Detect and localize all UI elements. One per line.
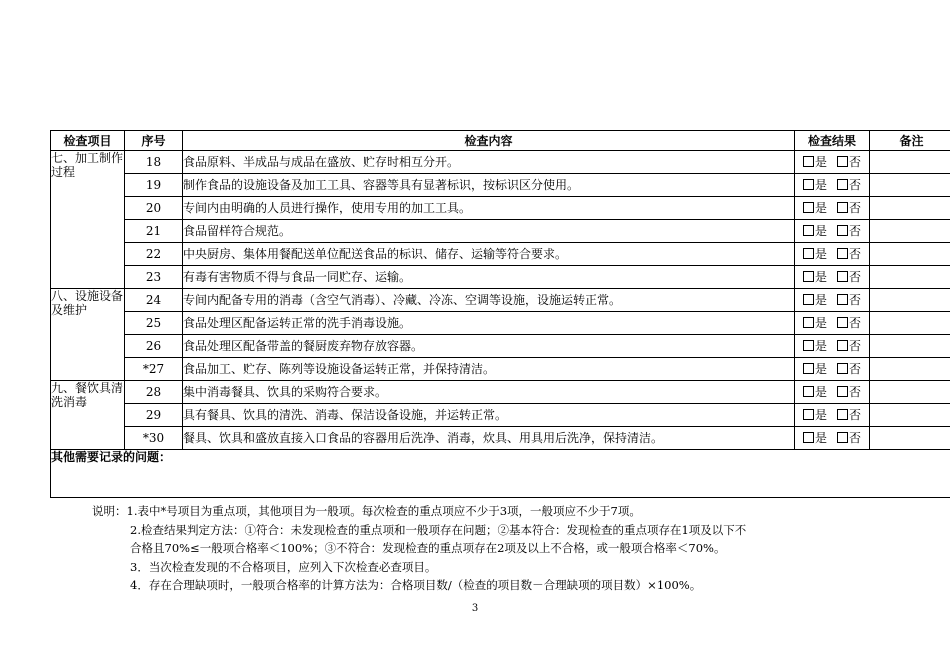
checkbox-icon[interactable] [837, 179, 848, 190]
table-row [51, 197, 950, 220]
checkbox-icon[interactable] [803, 363, 814, 374]
table-body [51, 151, 950, 498]
result-cell [795, 197, 870, 220]
header-category: 检查项目 [51, 131, 125, 151]
result-no-option[interactable] [837, 155, 861, 169]
result-no-option[interactable] [837, 385, 861, 399]
result-cell [795, 335, 870, 358]
checkbox-icon[interactable] [803, 225, 814, 236]
table-row [51, 243, 950, 266]
result-yes-option[interactable] [803, 293, 827, 307]
item-number: 18 [125, 151, 183, 174]
checkbox-icon[interactable] [803, 202, 814, 213]
result-cell [795, 381, 870, 404]
checkbox-icon[interactable] [803, 156, 814, 167]
remarks-cell[interactable] [870, 312, 950, 335]
checkbox-icon[interactable] [837, 156, 848, 167]
result-yes-label: 是 [814, 339, 827, 353]
result-no-label: 否 [849, 178, 862, 192]
item-number: 23 [125, 266, 183, 289]
table-row [51, 312, 950, 335]
result-cell [795, 266, 870, 289]
result-no-label: 否 [849, 339, 862, 353]
result-no-label: 否 [849, 316, 862, 330]
remarks-cell[interactable] [870, 427, 950, 450]
item-number: *27 [125, 358, 183, 381]
remarks-cell[interactable] [870, 358, 950, 381]
result-no-label: 否 [849, 293, 862, 307]
header-content: 检查内容 [183, 131, 795, 151]
header-result: 检查结果 [795, 131, 870, 151]
result-no-option[interactable] [837, 408, 861, 422]
remarks-cell[interactable] [870, 197, 950, 220]
table-row [51, 289, 950, 312]
result-yes-option[interactable] [803, 385, 827, 399]
result-yes-label: 是 [814, 293, 827, 307]
result-no-option[interactable] [837, 362, 861, 376]
item-content: 食品原料、半成品与成品在盛放、贮存时相互分开。 [183, 151, 795, 174]
table-row [51, 174, 950, 197]
category-cell: 九、餐饮具清洗消毒 [51, 381, 125, 450]
remarks-cell[interactable] [870, 220, 950, 243]
checkbox-icon[interactable] [837, 409, 848, 420]
note-line: 合格且70%≤一般项合格率＜100%；③不符合：发现检查的重点项存在2项及以上不合格，或一般项合格率＜70%。 [130, 541, 726, 556]
checkbox-icon[interactable] [837, 340, 848, 351]
item-number: 19 [125, 174, 183, 197]
result-yes-label: 是 [814, 155, 827, 169]
item-number: 29 [125, 404, 183, 427]
remarks-cell[interactable] [870, 243, 950, 266]
checkbox-icon[interactable] [837, 317, 848, 328]
note-line: 2.检查结果判定方法：①符合：未发现检查的重点项和一般项存在问题；②基本符合：发现检查的重点项存在1项及以下不 [130, 522, 747, 537]
table-row [51, 427, 950, 450]
result-cell [795, 220, 870, 243]
result-yes-label: 是 [814, 247, 827, 261]
remarks-cell[interactable] [870, 174, 950, 197]
item-content: 集中消毒餐具、饮具的采购符合要求。 [183, 381, 795, 404]
result-yes-label: 是 [814, 408, 827, 422]
other-issues-label: 其他需要记录的问题： [51, 450, 950, 498]
result-yes-label: 是 [814, 385, 827, 399]
result-no-label: 否 [849, 270, 862, 284]
other-issues-row [51, 450, 950, 498]
checkbox-icon[interactable] [803, 386, 814, 397]
note-line: 4．存在合理缺项时，一般项合格率的计算方法为：合格项目数/（检查的项目数－合理缺项的项目数）×100%。 [130, 578, 702, 593]
result-no-option[interactable] [837, 431, 861, 445]
result-no-option[interactable] [837, 270, 861, 284]
item-number: 20 [125, 197, 183, 220]
checkbox-icon[interactable] [803, 271, 814, 282]
remarks-cell[interactable] [870, 404, 950, 427]
remarks-cell[interactable] [870, 335, 950, 358]
result-no-option[interactable] [837, 293, 861, 307]
result-no-option[interactable] [837, 316, 861, 330]
note-line: 3．当次检查发现的不合格项目，应列入下次检查必查项目。 [130, 559, 437, 574]
result-cell [795, 174, 870, 197]
item-number: 24 [125, 289, 183, 312]
item-number: 21 [125, 220, 183, 243]
item-content: 有毒有害物质不得与食品一同贮存、运输。 [183, 266, 795, 289]
item-number: 28 [125, 381, 183, 404]
item-content: 专间内配备专用的消毒（含空气消毒）、冷藏、冷冻、空调等设施，设施运转正常。 [183, 289, 795, 312]
checkbox-icon[interactable] [803, 432, 814, 443]
result-yes-option[interactable] [803, 408, 827, 422]
checkbox-icon[interactable] [803, 317, 814, 328]
result-cell [795, 427, 870, 450]
result-no-label: 否 [849, 408, 862, 422]
checkbox-icon[interactable] [837, 225, 848, 236]
inspection-table [50, 130, 950, 498]
item-content: 中央厨房、集体用餐配送单位配送食品的标识、储存、运输等符合要求。 [183, 243, 795, 266]
result-yes-option[interactable] [803, 247, 827, 261]
result-no-label: 否 [849, 247, 862, 261]
table-row [51, 151, 950, 174]
table-row [51, 404, 950, 427]
item-content: 食品加工、贮存、陈列等设施设备运转正常，并保持清洁。 [183, 358, 795, 381]
item-number: 26 [125, 335, 183, 358]
checkbox-icon[interactable] [837, 271, 848, 282]
result-yes-option[interactable] [803, 339, 827, 353]
result-cell [795, 243, 870, 266]
item-content: 专间内由明确的人员进行操作，使用专用的加工工具。 [183, 197, 795, 220]
result-no-option[interactable] [837, 339, 861, 353]
result-yes-label: 是 [814, 178, 827, 192]
result-no-label: 否 [849, 201, 862, 215]
table-header-row [51, 131, 950, 151]
result-yes-option[interactable] [803, 178, 827, 192]
result-yes-option[interactable] [803, 270, 827, 284]
result-yes-label: 是 [814, 224, 827, 238]
result-no-label: 否 [849, 155, 862, 169]
result-yes-option[interactable] [803, 316, 827, 330]
remarks-cell[interactable] [870, 151, 950, 174]
table-row [51, 358, 950, 381]
result-cell [795, 151, 870, 174]
checkbox-icon[interactable] [803, 248, 814, 259]
result-yes-label: 是 [814, 316, 827, 330]
result-no-label: 否 [849, 362, 862, 376]
remarks-cell[interactable] [870, 289, 950, 312]
result-yes-option[interactable] [803, 155, 827, 169]
page-number: 3 [471, 603, 479, 614]
result-yes-option[interactable] [803, 224, 827, 238]
result-no-label: 否 [849, 224, 862, 238]
result-yes-label: 是 [814, 362, 827, 376]
item-content: 制作食品的设施设备及加工工具、容器等具有显著标识，按标识区分使用。 [183, 174, 795, 197]
table-row [51, 220, 950, 243]
result-yes-label: 是 [814, 431, 827, 445]
item-content: 食品处理区配备运转正常的洗手消毒设施。 [183, 312, 795, 335]
result-yes-option[interactable] [803, 362, 827, 376]
result-cell [795, 312, 870, 335]
result-no-option[interactable] [837, 224, 861, 238]
header-remarks: 备注 [870, 131, 950, 151]
result-cell [795, 404, 870, 427]
result-no-label: 否 [849, 431, 862, 445]
item-number: 22 [125, 243, 183, 266]
category-cell: 八、设施设备及维护 [51, 289, 125, 381]
remarks-cell[interactable] [870, 266, 950, 289]
table-row [51, 266, 950, 289]
checkbox-icon[interactable] [803, 294, 814, 305]
item-content: 食品处理区配备带盖的餐厨废弃物存放容器。 [183, 335, 795, 358]
item-content: 餐具、饮具和盛放直接入口食品的容器用后洗净、消毒，炊具、用具用后洗净，保持清洁。 [183, 427, 795, 450]
result-cell [795, 289, 870, 312]
checkbox-icon[interactable] [837, 432, 848, 443]
checkbox-icon[interactable] [837, 294, 848, 305]
checkbox-icon[interactable] [803, 179, 814, 190]
result-yes-label: 是 [814, 270, 827, 284]
result-no-option[interactable] [837, 201, 861, 215]
result-no-option[interactable] [837, 247, 861, 261]
notes-section [92, 502, 746, 595]
result-yes-option[interactable] [803, 201, 827, 215]
item-number: *30 [125, 427, 183, 450]
table-row [51, 335, 950, 358]
result-no-option[interactable] [837, 178, 861, 192]
checkbox-icon[interactable] [837, 363, 848, 374]
category-cell: 七、加工制作过程 [51, 151, 125, 289]
result-yes-label: 是 [814, 201, 827, 215]
checkbox-icon[interactable] [837, 202, 848, 213]
result-no-label: 否 [849, 385, 862, 399]
checkbox-icon[interactable] [803, 409, 814, 420]
item-content: 具有餐具、饮具的清洗、消毒、保洁设备设施，并运转正常。 [183, 404, 795, 427]
result-cell [795, 358, 870, 381]
item-number: 25 [125, 312, 183, 335]
note-line: 说明：1.表中*号项目为重点项，其他项目为一般项。每次检查的重点项应不少于3项，一般项应不少于7项。 [92, 504, 641, 518]
item-content: 食品留样符合规范。 [183, 220, 795, 243]
remarks-cell[interactable] [870, 381, 950, 404]
table-row [51, 381, 950, 404]
checkbox-icon[interactable] [837, 386, 848, 397]
result-yes-option[interactable] [803, 431, 827, 445]
header-number: 序号 [125, 131, 183, 151]
checkbox-icon[interactable] [803, 340, 814, 351]
checkbox-icon[interactable] [837, 248, 848, 259]
